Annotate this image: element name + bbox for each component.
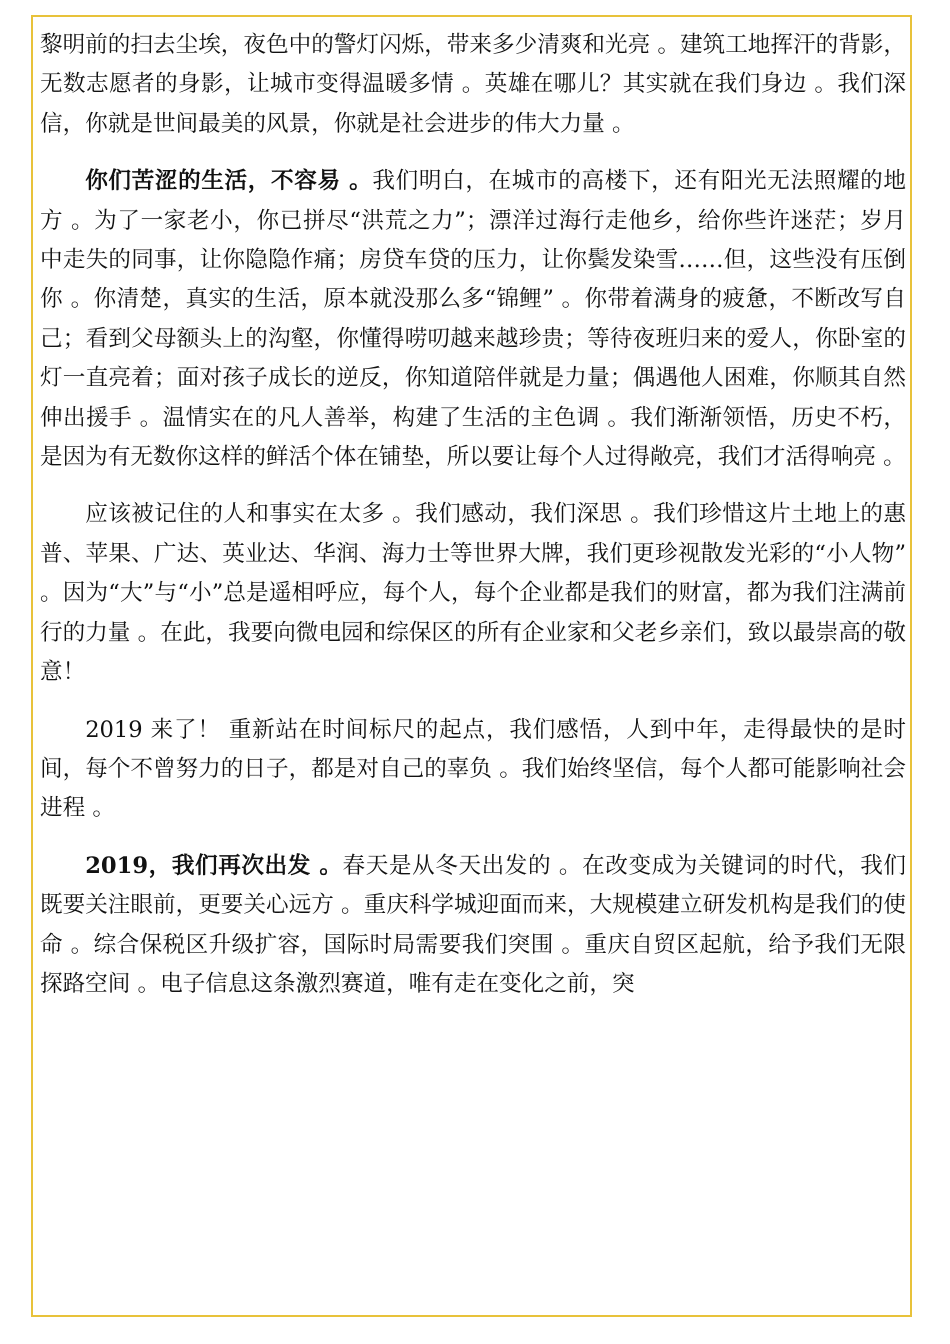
paragraph-2-text: 我们明白，在城市的高楼下，还有阳光无法照耀的地方 。为了一家老小，你已拼尽“洪荒之力”；漂洋过海行走他乡，给你些许迷茫；岁月中走失的同事，让你隐隐作痛；房贷车贷的压力，让你鬓发染雪……但，这些没有压倒你 。你清楚，真实的生活，原本就没那么多“锦鲤” 。你带着满身的疲惫，不断改写自己；看到父母额头上的沟壑，你懂得唠叨越来越珍贵；等待夜班归来的爱人，你卧室的灯一直亮着；面对孩子成长的逆反，你知道陪伴就是力量；偶遇他人困难，你顺其自然伸出援手 。温情实在的凡人善举，构建了生活的主色调 。我们渐渐领悟，历史不朽，是因为有无数你这样的鲜活个体在铺垫，所以要让每个人过得敞亮，我们才活得响亮 。 [40, 168, 907, 471]
paragraph-3-text: 应该被记住的人和事实在太多 。我们感动，我们深思 。我们珍惜这片土地上的惠普、苹果、广达、英业达、华润、海力士等世界大牌，我们更珍视散发光彩的“小人物” 。因为“大”与“小”总是遥相呼应，每个人，每个企业都是我们的财富，都为我们注满前行的力量 。在此，我要向微电园和综保区的所有企业家和父老乡亲们，致以最崇高的敬意！ [40, 501, 906, 686]
paragraph-5 [40, 847, 906, 1005]
document-body [40, 26, 906, 1022]
paragraph-1 [40, 26, 906, 144]
paragraph-4-text: 2019 来了！ 重新站在时间标尺的起点，我们感悟，人到中年，走得最快的是时间，每个不曾努力的日子，都是对自己的辜负 。我们始终坚信，每个人都可能影响社会进程 。 [40, 716, 906, 822]
paragraph-4 [40, 711, 906, 829]
paragraph-5-text: 春天是从冬天出发的 。在改变成为关键词的时代，我们既要关注眼前，更要关心远方 。重庆科学城迎面而来，大规模建立研发机构是我们的使命 。综合保税区升级扩容，国际时局需要我们突围 。重庆自贸区起航，给予我们无限探路空间 。电子信息这条激烈赛道，唯有走在变化之前，突 [40, 852, 907, 997]
paragraph-1-text: 黎明前的扫去尘埃，夜色中的警灯闪烁，带来多少清爽和光亮 。建筑工地挥汗的背影，无数志愿者的身影，让城市变得温暖多情 。英雄在哪儿？其实就在我们身边 。我们深信，你就是世间最美的风景，你就是社会进步的伟大力量 。 [40, 32, 906, 137]
paragraph-5-lead: 2019，我们再次出发 。 [85, 852, 343, 879]
paragraph-2 [40, 162, 906, 477]
paragraph-3 [40, 495, 906, 692]
paragraph-2-lead: 你们苦涩的生活，不容易 。 [85, 168, 373, 195]
